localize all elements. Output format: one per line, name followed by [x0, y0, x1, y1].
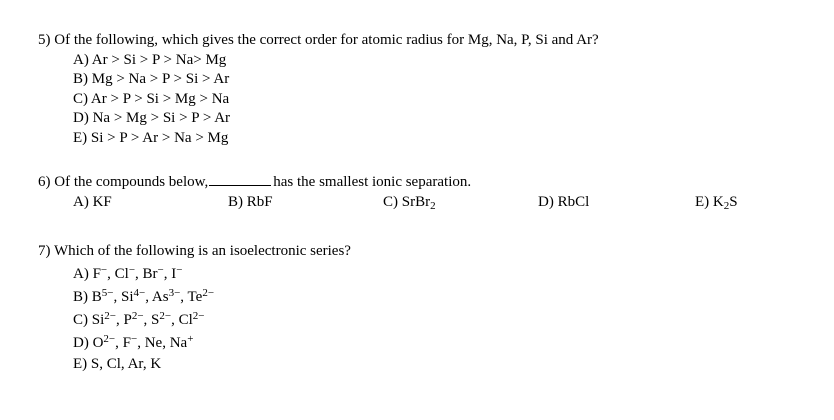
question-6-option-a: A) KF — [73, 194, 112, 210]
separator: , — [115, 312, 124, 328]
option-e-subscript: 2 — [723, 200, 730, 212]
question-5-option-a: A) Ar > Si > P > Na> Mg — [73, 52, 227, 68]
separator: , — [162, 335, 170, 351]
ion-element: Cl — [178, 312, 193, 328]
option-label: C) — [73, 312, 92, 328]
option-e-formula: E) K — [695, 194, 724, 210]
question-6-option-b: B) RbF — [228, 194, 273, 210]
option-label: D) — [73, 335, 93, 351]
ion-element: Cl — [114, 266, 129, 282]
ion-charge: 3− — [168, 287, 181, 299]
ion — [170, 335, 194, 351]
ion — [152, 289, 180, 305]
question-7-option-e: E) S, Cl, Ar, K — [73, 356, 162, 372]
ion-charge: 2− — [159, 310, 172, 322]
question-6-option-e — [695, 193, 738, 212]
ion-element: P — [123, 312, 132, 328]
ion-charge: + — [187, 333, 194, 345]
ion-element: O — [92, 335, 104, 351]
separator: , — [135, 266, 143, 282]
ion — [123, 335, 138, 351]
ion — [171, 266, 182, 282]
ion-charge: 2− — [192, 310, 205, 322]
ion — [93, 335, 116, 351]
ion — [92, 312, 116, 328]
ion-charge: 2− — [131, 310, 144, 322]
ion-charge: 2− — [202, 287, 215, 299]
ion — [93, 266, 108, 282]
ion-element: As — [151, 289, 169, 305]
ion-element: Si — [91, 312, 105, 328]
separator: , — [107, 266, 115, 282]
ion-charge: − — [130, 333, 138, 345]
separator: , — [137, 335, 145, 351]
question-7-option-d — [73, 334, 193, 353]
separator: , — [115, 335, 123, 351]
question-5-option-e: E) Si > P > Ar > Na > Mg — [73, 130, 229, 146]
ion-element: Ne — [144, 335, 163, 351]
ion — [188, 289, 215, 305]
ion-charge: − — [176, 264, 183, 276]
ion-charge: 4− — [133, 287, 146, 299]
ion-element: Te — [187, 289, 203, 305]
ion — [179, 312, 205, 328]
ion-charge: 5− — [101, 287, 114, 299]
ion-charge: 2− — [103, 333, 116, 345]
separator: , — [143, 312, 152, 328]
ion — [121, 289, 145, 305]
separator: , — [163, 266, 172, 282]
ion-element: Br — [142, 266, 158, 282]
ion-element: F — [122, 335, 131, 351]
separator: , — [145, 289, 152, 305]
ion — [92, 289, 114, 305]
option-e-formula-end: S — [729, 194, 738, 210]
question-5-option-b: B) Mg > Na > P > Si > Ar — [73, 71, 230, 87]
ion — [151, 312, 171, 328]
ion-element: S — [151, 312, 160, 328]
question-5-text: 5) Of the following, which gives the correct order for atomic radius for Mg, Na, P, Si and Ar? — [38, 32, 599, 48]
question-6-text — [38, 173, 471, 191]
ion-element: F — [92, 266, 101, 282]
separator: , — [171, 312, 179, 328]
ion-charge: − — [100, 264, 108, 276]
separator: , — [180, 289, 188, 305]
ion — [143, 266, 164, 282]
separator: , — [113, 289, 121, 305]
ion — [115, 266, 135, 282]
question-5-option-d: D) Na > Mg > Si > P > Ar — [73, 110, 231, 126]
question-6-suffix: has the smallest ionic separation. — [273, 174, 472, 190]
ion — [145, 335, 163, 351]
option-label: B) — [73, 289, 92, 305]
ion — [123, 312, 143, 328]
option-label: A) — [73, 266, 93, 282]
ion-element: Na — [169, 335, 188, 351]
answer-blank — [209, 173, 271, 186]
question-5-option-c: C) Ar > P > Si > Mg > Na — [73, 91, 230, 107]
question-7-text: 7) Which of the following is an isoelectronic series? — [38, 243, 351, 259]
question-7-option-c — [73, 311, 205, 330]
option-c-subscript: 2 — [430, 200, 436, 212]
question-7-option-a — [73, 265, 182, 284]
question-6-prefix: 6) Of the compounds below, — [38, 174, 209, 190]
question-6-option-d: D) RbCl — [538, 194, 590, 210]
ion-element: I — [171, 266, 177, 282]
ion-element: Si — [120, 289, 134, 305]
option-c-formula: C) SrBr — [383, 194, 431, 210]
ion-element: B — [91, 289, 102, 305]
ion-charge: 2− — [104, 310, 116, 322]
question-7-option-b — [73, 288, 214, 307]
ion-charge: − — [128, 264, 136, 276]
ion-charge: − — [157, 264, 164, 276]
question-6-option-c — [383, 193, 436, 212]
